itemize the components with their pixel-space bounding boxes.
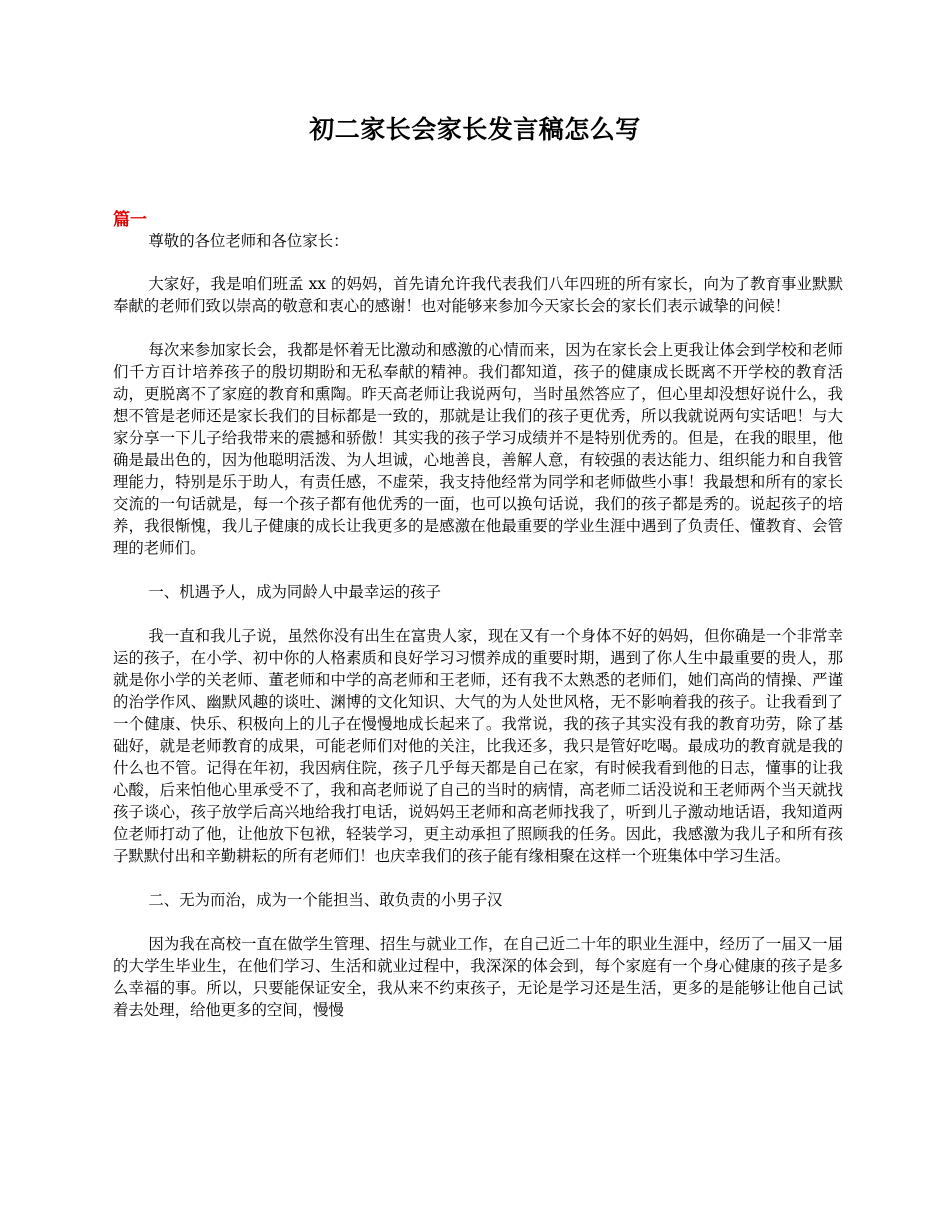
body-paragraph: 每次来参加家长会，我都是怀着无比激动和感激的心情而来，因为在家长会上更我让体会到学校和老师们千方百计培养孩子的殷切期盼和无私奉献的精神。我们都知道，孩子的健康成长既离不开学校的教育活动，更脱离不了家庭的教育和熏陶。昨天高老师让我说两句，当时虽然答应了，但心里却没想好说什么，我想不管是老师还是家长我们的目标都是一致的，那就是让我们的孩子更优秀，所以我就说两句实话吧！与大家分享一下儿子给我带来的震撼和骄傲！其实我的孩子学习成绩并不是特别优秀的。但是，在我的眼里，他确是最出色的，因为他聪明活泼、为人坦诚，心地善良，善解人意，有较强的表达能力、组织能力和自我管理能力，特别是乐于助人，有责任感，不虚荣，我支持他经常为同学和老师做些小事！我最想和所有的家长交流的一句话就是，每一个孩子都有他优秀的一面，也可以换句话说，我们的孩子都是秀的。说起孩子的培养，我很惭愧，我儿子健康的成长让我更多的是感激在他最重要的学业生涯中遇到了负责任、懂教育、会管理的老师们。: [113, 341, 843, 557]
greeting-paragraph: 大家好，我是咱们班孟 xx 的妈妈，首先请允许我代表我们八年四班的所有家长，向为了教育事业默默奉献的老师们致以崇高的敬意和衷心的感谢！也对能够来参加今天家长会的家长们表示诚挚的问候！: [113, 275, 843, 315]
section-heading-1: 一、机遇予人，成为同龄人中最幸运的孩子: [148, 583, 441, 601]
document-title: 初二家长会家长发言稿怎么写: [309, 115, 641, 144]
document-body: [113, 230, 843, 1043]
body-paragraph: 因为我在高校一直在做学生管理、招生与就业工作，在自己近二十年的职业生涯中，经历了一届又一届的大学生毕业生，在他们学习、生活和就业过程中，我深深的体会到，每个家庭有一个身心健康的孩子是多么幸福的事。所以，只要能保证安全，我从来不约束孩子，无论是学习还是生活，更多的是能够让他自己试着去处理，给他更多的空间，慢慢: [113, 935, 843, 1019]
body-paragraph: 我一直和我儿子说，虽然你没有出生在富贵人家，现在又有一个身体不好的妈妈，但你确是一个非常幸运的孩子，在小学、初中你的人格素质和良好学习习惯养成的重要时期，遇到了你人生中最重要的贵人，那就是你小学的关老师、董老师和中学的高老师和王老师，还有我不太熟悉的老师们，她们高尚的情操、严谨的治学作风、幽默风趣的谈吐、渊博的文化知识、大气的为人处世风格，无不影响着我的孩子。让我看到了一个健康、快乐、积极向上的儿子在慢慢地成长起来了。我常说，我的孩子其实没有我的教育功劳，除了基础好，就是老师教育的成果，可能老师们对他的关注，比我还多，我只是管好吃喝。最成功的教育就是我的什么也不管。记得在年初，我因病住院，孩子几乎每天都是自己在家，有时候我看到他的日志，懂事的让我心酸，后来怕他心里承受不了，我和高老师说了自己的当时的病情，高老师二话没说和王老师两个当天就找孩子谈心，孩子放学后高兴地给我打电话，说妈妈王老师和高老师找我了，听到儿子激动地话语，我知道两位老师打动了他，让他放下包袱，轻装学习，更主动承担了照顾我的任务。因此，我感激为我儿子和所有孩子默默付出和辛勤耕耘的所有老师们！也庆幸我们的孩子能有缘相聚在这样一个班集体中学习生活。: [113, 627, 843, 865]
section-label: 篇一: [113, 210, 147, 230]
section-heading-2: 二、无为而治，成为一个能担当、敢负责的小男子汉: [148, 891, 503, 909]
salutation-paragraph: 尊敬的各位老师和各位家长：: [148, 232, 349, 250]
